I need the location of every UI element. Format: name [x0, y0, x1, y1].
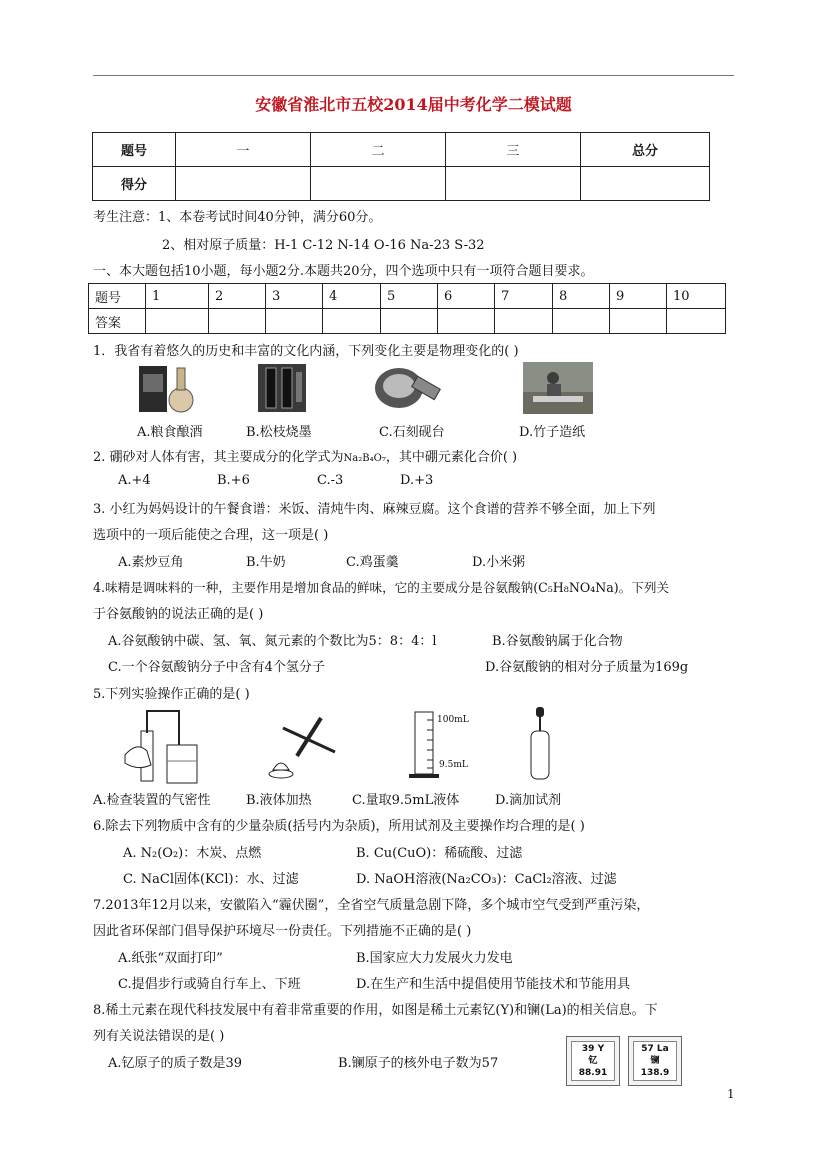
answer-number-cell: 4	[323, 284, 381, 309]
airtight-check-icon	[117, 705, 209, 787]
answer-cell[interactable]	[381, 309, 438, 334]
answer-cell[interactable]	[495, 309, 553, 334]
question-3-option[interactable]: A.素炒豆角	[118, 555, 184, 570]
question-5-option[interactable]: B.液体加热	[246, 793, 312, 808]
question-2-option[interactable]: D.+3	[400, 473, 434, 488]
answer-row-label: 答案	[89, 309, 146, 334]
score-cell[interactable]	[311, 167, 446, 201]
question-4-option[interactable]: A.谷氨酸钠中碳、氢、氧、氮元素的个数比为5：8：4：l	[108, 634, 437, 649]
answer-number-cell: 8	[553, 284, 610, 309]
answer-number-cell: 1	[146, 284, 209, 309]
question-3-option[interactable]: C.鸡蛋羹	[346, 555, 399, 570]
heating-tube-icon	[265, 712, 355, 780]
ink-stick-icon	[256, 362, 308, 414]
answer-number-cell: 2	[209, 284, 266, 309]
element-symbol: La	[656, 1044, 669, 1054]
question-7-stem-line2: 因此省环保部门倡导保护环境尽一份责任。下列措施不正确的是( )	[93, 924, 472, 939]
exam-note-1: 考生注意：1、本卷考试时间40分钟，满分60分。	[93, 210, 382, 225]
score-header-cell: 题号	[93, 133, 176, 167]
question-3-option[interactable]: D.小米粥	[472, 555, 526, 570]
question-3-stem-line2: 选项中的一项后能使之合理，这一项是( )	[93, 528, 329, 543]
answer-cell[interactable]	[209, 309, 266, 334]
question-4-stem-line1: 4.味精是调味料的一种，主要作用是增加食品的鲜味，它的主要成分是谷氨酸钠(C₅H₈NO₄Na)。下列关	[93, 580, 670, 595]
score-header-cell: 一	[176, 133, 311, 167]
question-2-stem-text: 2. 硼砂对人体有害，其主要成分的化学式为	[93, 450, 344, 465]
element-name: 镧	[650, 1056, 660, 1066]
question-7-stem-line1: 7.2013年12月以来，安徽陷入“霾伏圈”，全省空气质量急剧下降，多个城市空气受到严重污染，	[93, 898, 650, 913]
cylinder-capacity-label: 100mL	[437, 715, 469, 725]
answer-number-cell: 6	[438, 284, 495, 309]
element-symbol: Y	[597, 1044, 605, 1054]
question-7-option[interactable]: A.纸张“双面打印”	[118, 951, 223, 966]
question-7-option[interactable]: D.在生产和生活中提倡使用节能技术和节能用具	[356, 977, 631, 992]
question-6-stem: 6.除去下列物质中含有的少量杂质(括号内为杂质)，所用试剂及主要操作均合理的是( )	[93, 819, 585, 834]
answer-input-row	[89, 309, 726, 334]
element-card-inner	[633, 1041, 677, 1081]
dropper-icon	[525, 705, 555, 783]
element-card-yttrium	[566, 1036, 620, 1086]
question-2-stem	[93, 446, 517, 465]
element-card-inner	[571, 1041, 615, 1081]
question-7-option[interactable]: C.提倡步行或骑自行车上、下班	[118, 977, 301, 992]
answer-number-cell: 9	[610, 284, 667, 309]
answer-cell[interactable]	[667, 309, 726, 334]
liquor-bottle-icon	[137, 362, 197, 414]
question-8-stem-line1: 8.稀土元素在现代科技发展中有着非常重要的作用，如图是稀土元素钇(Y)和镧(La)的相关信息。下	[93, 1003, 658, 1018]
answer-number-row	[89, 284, 726, 309]
answer-cell[interactable]	[438, 309, 495, 334]
element-number-symbol	[572, 1043, 614, 1055]
question-8-option[interactable]: B.镧原子的核外电子数为57	[338, 1056, 499, 1071]
question-6-option[interactable]: D. NaOH溶液(Na₂CO₃)：CaCl₂溶液、过滤	[356, 872, 617, 887]
page-number: 1	[727, 1087, 735, 1101]
question-7-option[interactable]: B.国家应大力发展火力发电	[356, 951, 513, 966]
papermaking-photo	[523, 362, 593, 414]
element-name: 钇	[588, 1056, 598, 1066]
question-3-stem-line1: 3. 小红为妈妈设计的午餐食谱：米饭、清炖牛肉、麻辣豆腐。这个食谱的营养不够全面，加上下列	[93, 502, 656, 517]
answer-cell[interactable]	[323, 309, 381, 334]
score-cell[interactable]	[581, 167, 710, 201]
question-5-stem: 5.下列实验操作正确的是( )	[93, 687, 250, 702]
question-8-stem-line2: 列有关说法错误的是( )	[93, 1029, 225, 1044]
score-cell[interactable]	[446, 167, 581, 201]
answer-cell[interactable]	[610, 309, 667, 334]
answer-cell[interactable]	[553, 309, 610, 334]
question-3-option[interactable]: B.牛奶	[246, 555, 286, 570]
question-2-option[interactable]: C.-3	[317, 473, 344, 488]
borax-formula: Na₂B₄O₇	[343, 453, 386, 464]
cylinder-reading-label: 9.5mL	[439, 760, 468, 770]
question-6-option[interactable]: B. Cu(CuO)：稀硫酸、过滤	[356, 846, 523, 861]
answer-table	[88, 283, 726, 334]
element-card-lanthanum	[628, 1036, 682, 1086]
question-1-option[interactable]: A.粮食酿酒	[137, 425, 203, 440]
question-2-option[interactable]: A.+4	[118, 473, 151, 488]
answer-cell[interactable]	[146, 309, 209, 334]
element-mass: 88.91	[578, 1068, 608, 1078]
inkstone-icon	[373, 362, 443, 414]
score-row-label: 得分	[93, 167, 176, 201]
question-4-option[interactable]: B.谷氨酸钠属于化合物	[492, 634, 623, 649]
question-5-option[interactable]: C.量取9.5mL液体	[352, 793, 460, 808]
question-4-option[interactable]: C.一个谷氨酸钠分子中含有4个氢分子	[108, 660, 325, 675]
score-header-cell: 二	[311, 133, 446, 167]
score-header-cell: 三	[446, 133, 581, 167]
question-1-option[interactable]: D.竹子造纸	[519, 425, 586, 440]
question-6-option[interactable]: A. N₂(O₂)：木炭、点燃	[123, 846, 262, 861]
question-4-stem-line2: 于谷氨酸钠的说法正确的是( )	[93, 607, 264, 622]
question-8-option[interactable]: A.钇原子的质子数是39	[108, 1056, 243, 1071]
question-6-option[interactable]: C. NaCl固体(KCl)：水、过滤	[123, 872, 299, 887]
question-5-option[interactable]: A.检查装置的气密性	[93, 793, 211, 808]
element-number: 39	[581, 1044, 595, 1054]
question-2-option[interactable]: B.+6	[217, 473, 250, 488]
score-value-row	[93, 167, 710, 201]
question-4-option[interactable]: D.谷氨酸钠的相对分子质量为169g	[485, 660, 689, 675]
score-header-row	[93, 133, 710, 167]
answer-number-cell: 3	[266, 284, 323, 309]
element-mass: 138.9	[640, 1068, 670, 1078]
answer-row-label: 题号	[89, 284, 146, 309]
header-rule	[93, 75, 734, 76]
score-header-cell: 总分	[581, 133, 710, 167]
page-title: 安徽省淮北市五校2014届中考化学二模试题	[255, 95, 572, 114]
answer-number-cell: 7	[495, 284, 553, 309]
exam-note-2: 2、相对原子质量：H-1 C-12 N-14 O-16 Na-23 S-32	[162, 238, 485, 253]
section-one-heading: 一、本大题包括10小题，每小题2分.本题共20分，四个选项中只有一项符合题目要求。	[93, 264, 594, 279]
element-number-symbol	[634, 1043, 676, 1055]
answer-number-cell: 10	[667, 284, 726, 309]
question-1-option[interactable]: B.松枝烧墨	[246, 425, 312, 440]
question-1-stem: 1．我省有着悠久的历史和丰富的文化内涵，下列变化主要是物理变化的( )	[93, 344, 519, 359]
answer-number-cell: 5	[381, 284, 438, 309]
question-2-stem-tail: ，其中硼元素化合价( )	[385, 450, 518, 465]
question-5-option[interactable]: D.滴加试剂	[495, 793, 562, 808]
score-table	[92, 132, 710, 201]
element-number: 57	[641, 1044, 654, 1054]
score-cell[interactable]	[176, 167, 311, 201]
answer-cell[interactable]	[266, 309, 323, 334]
question-1-option[interactable]: C.石刻砚台	[379, 425, 445, 440]
